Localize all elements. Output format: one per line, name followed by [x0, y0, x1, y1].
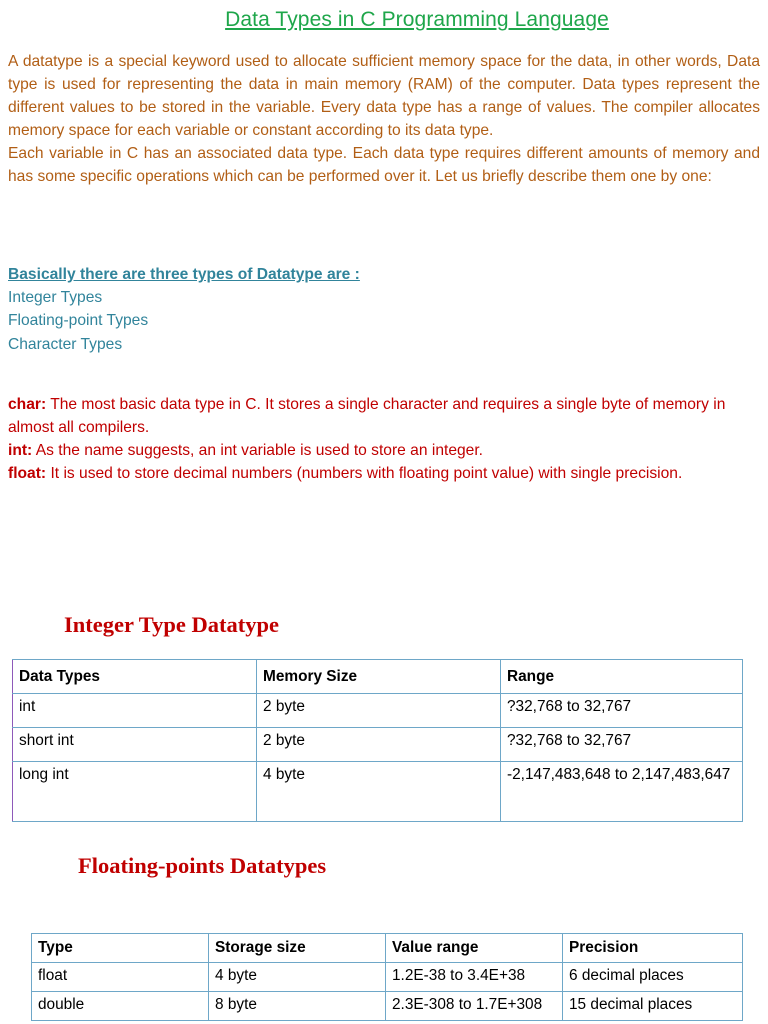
- column-header: Type: [32, 934, 209, 963]
- table-cell: ?32,768 to 32,767: [501, 694, 743, 728]
- table-row: [13, 728, 743, 762]
- definition-char: [8, 393, 738, 439]
- datatype-categories: [8, 263, 360, 356]
- definition-float: [8, 462, 738, 485]
- column-header: Storage size: [209, 934, 386, 963]
- definition-term: float:: [8, 465, 47, 482]
- table-cell: int: [13, 694, 257, 728]
- table-cell: 15 decimal places: [563, 992, 743, 1021]
- categories-heading: Basically there are three types of Datatype are :: [8, 266, 360, 283]
- intro-paragraph-1: A datatype is a special keyword used to allocate sufficient memory space for the data, in other words, Data type is used for representing the data in main memory (RAM) of the computer. Data types represent the different values to be stored in the variable. Every data type has a range of values. The compiler allocates memory space for each variable or constant according to its data type.: [8, 53, 760, 139]
- integer-types-table: [12, 659, 743, 822]
- table-header-row: [13, 660, 743, 694]
- intro-paragraph-2: Each variable in C has an associated data type. Each data type requires different amounts of memory and has some specific operations which can be performed over it. Let us briefly describe them one by one:: [8, 145, 760, 185]
- table-cell: ?32,768 to 32,767: [501, 728, 743, 762]
- table-cell: float: [32, 963, 209, 992]
- definitions-section: [8, 393, 738, 485]
- integer-section-title: Integer Type Datatype: [64, 612, 279, 637]
- definition-int: [8, 439, 738, 462]
- column-header: Range: [501, 660, 743, 694]
- float-section-title: Floating-points Datatypes: [78, 853, 327, 878]
- table-cell: short int: [13, 728, 257, 762]
- category-item: Floating-point Types: [8, 312, 149, 330]
- table-cell: -2,147,483,648 to 2,147,483,647: [501, 762, 743, 822]
- table-cell: double: [32, 992, 209, 1021]
- definition-term: char:: [8, 396, 47, 413]
- table-cell: 4 byte: [209, 963, 386, 992]
- table-cell: long int: [13, 762, 257, 822]
- category-item: Integer Types: [8, 289, 103, 307]
- table-cell: 8 byte: [209, 992, 386, 1021]
- definition-term: int:: [8, 442, 33, 459]
- column-header: Precision: [563, 934, 743, 963]
- table-cell: 2.3E-308 to 1.7E+308: [386, 992, 563, 1021]
- table-cell: 1.2E-38 to 3.4E+38: [386, 963, 563, 992]
- table-row: [32, 992, 743, 1021]
- table-cell: 6 decimal places: [563, 963, 743, 992]
- table-cell: 4 byte: [257, 762, 501, 822]
- column-header: Data Types: [13, 660, 257, 694]
- column-header: Memory Size: [257, 660, 501, 694]
- intro-section: [8, 50, 760, 188]
- table-cell: 2 byte: [257, 694, 501, 728]
- column-header: Value range: [386, 934, 563, 963]
- table-row: [32, 963, 743, 992]
- definition-text: As the name suggests, an int variable is used to store an integer.: [32, 442, 484, 459]
- float-types-table: [31, 933, 743, 1021]
- table-cell: 2 byte: [257, 728, 501, 762]
- category-item: Character Types: [8, 335, 123, 353]
- definition-text: The most basic data type in C. It stores a single character and requires a single byte of memory in almost all compilers.: [8, 396, 726, 436]
- page-title: Data Types in C Programming Language: [225, 8, 609, 31]
- table-header-row: [32, 934, 743, 963]
- table-row: [13, 694, 743, 728]
- table-row: [13, 762, 743, 822]
- definition-text: It is used to store decimal numbers (numbers with floating point value) with single precision.: [46, 465, 683, 482]
